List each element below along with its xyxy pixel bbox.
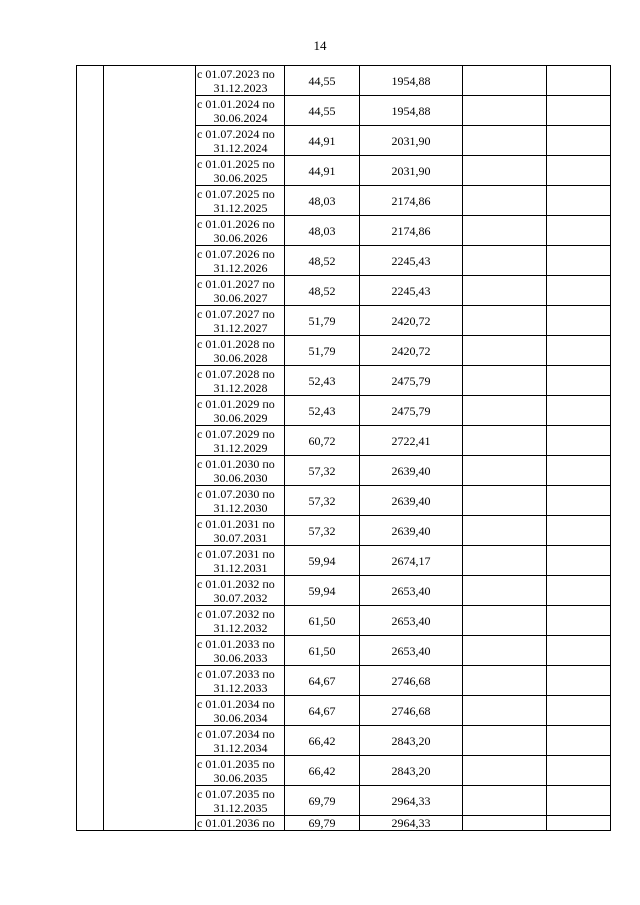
period-end: 31.12.2033: [213, 680, 268, 695]
period-start: с 01.07.2035 по: [197, 786, 275, 801]
empty-cell-a: [463, 666, 547, 696]
period-cell: [196, 186, 285, 216]
period-start: с 01.07.2029 по: [197, 426, 275, 441]
amount-cell: 2653,40: [360, 606, 463, 636]
period-start: с 01.07.2023 по: [197, 66, 275, 81]
empty-cell-a: [463, 186, 547, 216]
empty-cell-b: [547, 66, 611, 96]
empty-cell-b: [547, 396, 611, 426]
period-cell: [196, 786, 285, 816]
empty-cell-b: [547, 186, 611, 216]
rate-cell: 44,91: [285, 126, 360, 156]
period-cell: [196, 96, 285, 126]
period-cell: [196, 726, 285, 756]
empty-cell-a: [463, 546, 547, 576]
empty-cell-a: [463, 126, 547, 156]
period-start: с 01.01.2032 по: [197, 576, 275, 591]
rate-cell: 48,52: [285, 246, 360, 276]
amount-cell: 2031,90: [360, 156, 463, 186]
empty-cell-b: [547, 276, 611, 306]
empty-cell-a: [463, 216, 547, 246]
period-end: 31.12.2027: [213, 320, 268, 335]
empty-cell-b: [547, 786, 611, 816]
rate-cell: 59,94: [285, 576, 360, 606]
period-end: 30.06.2029: [213, 410, 268, 425]
period-start: с 01.01.2027 по: [197, 276, 275, 291]
period-cell: [196, 246, 285, 276]
empty-cell-b: [547, 636, 611, 666]
period-cell: [196, 756, 285, 786]
empty-cell-b: [547, 576, 611, 606]
period-start: с 01.01.2033 по: [197, 636, 275, 651]
period-end: 31.12.2030: [213, 500, 268, 515]
period-end: 30.06.2033: [213, 650, 268, 665]
period-end: 31.12.2026: [213, 260, 268, 275]
empty-cell-b: [547, 516, 611, 546]
period-cell: [196, 576, 285, 606]
period-end: 31.12.2032: [213, 620, 268, 635]
period-cell: [196, 666, 285, 696]
empty-cell-b: [547, 816, 611, 831]
rate-cell: 61,50: [285, 606, 360, 636]
period-cell: [196, 66, 285, 96]
amount-cell: 1954,88: [360, 66, 463, 96]
rate-cell: 64,67: [285, 666, 360, 696]
empty-cell-b: [547, 726, 611, 756]
rate-cell: 52,43: [285, 396, 360, 426]
period-cell: [196, 456, 285, 486]
empty-cell-a: [463, 66, 547, 96]
rate-cell: 64,67: [285, 696, 360, 726]
empty-cell-b: [547, 156, 611, 186]
period-end: 31.12.2029: [213, 440, 268, 455]
empty-cell-b: [547, 696, 611, 726]
empty-cell-a: [463, 726, 547, 756]
amount-cell: 2653,40: [360, 576, 463, 606]
rate-cell: 59,94: [285, 546, 360, 576]
amount-cell: 2843,20: [360, 726, 463, 756]
empty-cell-b: [547, 216, 611, 246]
period-cell: [196, 336, 285, 366]
period-start: с 01.01.2024 по: [197, 96, 275, 111]
period-cell: [196, 366, 285, 396]
empty-cell-b: [547, 606, 611, 636]
empty-cell-a: [463, 246, 547, 276]
amount-cell: 2674,17: [360, 546, 463, 576]
period-cell: [196, 396, 285, 426]
empty-merged-cell-1: [77, 66, 104, 831]
rate-cell: 51,79: [285, 336, 360, 366]
empty-cell-a: [463, 96, 547, 126]
empty-cell-b: [547, 126, 611, 156]
period-start: с 01.01.2030 по: [197, 456, 275, 471]
period-start: с 01.01.2025 по: [197, 156, 275, 171]
rate-cell: 69,79: [285, 786, 360, 816]
period-cell: [196, 546, 285, 576]
empty-cell-a: [463, 366, 547, 396]
period-cell: [196, 306, 285, 336]
amount-cell: 2245,43: [360, 276, 463, 306]
period-start: с 01.07.2026 по: [197, 246, 275, 261]
rate-cell: 44,55: [285, 96, 360, 126]
period-end: 30.07.2031: [213, 530, 268, 545]
rate-cell: 52,43: [285, 366, 360, 396]
amount-cell: 2031,90: [360, 126, 463, 156]
period-end: 31.12.2035: [213, 800, 268, 815]
empty-merged-cell-2: [104, 66, 196, 831]
amount-cell: 2639,40: [360, 486, 463, 516]
period-end: 31.12.2023: [213, 80, 268, 95]
amount-cell: 2722,41: [360, 426, 463, 456]
amount-cell: 2964,33: [360, 786, 463, 816]
rate-cell: 66,42: [285, 756, 360, 786]
amount-cell: 2639,40: [360, 456, 463, 486]
period-start: с 01.01.2029 по: [197, 396, 275, 411]
rate-cell: 44,91: [285, 156, 360, 186]
empty-cell-b: [547, 426, 611, 456]
empty-cell-b: [547, 366, 611, 396]
period-start: с 01.07.2031 по: [197, 546, 275, 561]
period-end: 31.12.2025: [213, 200, 268, 215]
period-start: с 01.07.2027 по: [197, 306, 275, 321]
period-cell: [196, 636, 285, 666]
period-start: с 01.01.2031 по: [197, 516, 275, 531]
amount-cell: 2746,68: [360, 666, 463, 696]
amount-cell: 2475,79: [360, 396, 463, 426]
amount-cell: 2174,86: [360, 216, 463, 246]
amount-cell: 2964,33: [360, 816, 463, 831]
page-number: 14: [313, 38, 327, 53]
empty-cell-b: [547, 546, 611, 576]
amount-cell: 2653,40: [360, 636, 463, 666]
period-cell: [196, 276, 285, 306]
period-cell: [196, 126, 285, 156]
rate-cell: 51,79: [285, 306, 360, 336]
rate-cell: 57,32: [285, 486, 360, 516]
period-start: с 01.01.2028 по: [197, 336, 275, 351]
period-start: с 01.07.2030 по: [197, 486, 275, 501]
period-start: с 01.01.2035 по: [197, 756, 275, 771]
amount-cell: 2746,68: [360, 696, 463, 726]
period-end: 30.06.2026: [213, 230, 268, 245]
empty-cell-a: [463, 426, 547, 456]
rate-cell: 57,32: [285, 516, 360, 546]
period-cell: [196, 156, 285, 186]
period-start: с 01.01.2034 по: [197, 696, 275, 711]
empty-cell-a: [463, 456, 547, 486]
table-row: [77, 66, 611, 96]
empty-cell-a: [463, 306, 547, 336]
amount-cell: 2420,72: [360, 306, 463, 336]
period-end: 30.06.2027: [213, 290, 268, 305]
period-start: с 01.01.2026 по: [197, 216, 275, 231]
rate-cell: 66,42: [285, 726, 360, 756]
period-end: 31.12.2031: [213, 560, 268, 575]
empty-cell-a: [463, 696, 547, 726]
empty-cell-b: [547, 306, 611, 336]
period-start: с 01.07.2028 по: [197, 366, 275, 381]
empty-cell-a: [463, 576, 547, 606]
period-start: с 01.07.2025 по: [197, 186, 275, 201]
empty-cell-b: [547, 246, 611, 276]
period-start: с 01.07.2032 по: [197, 606, 275, 621]
empty-cell-a: [463, 786, 547, 816]
empty-cell-a: [463, 336, 547, 366]
empty-cell-b: [547, 486, 611, 516]
rate-cell: 44,55: [285, 66, 360, 96]
amount-cell: 2420,72: [360, 336, 463, 366]
period-end: 30.06.2025: [213, 170, 268, 185]
period-end: 31.12.2024: [213, 140, 268, 155]
amount-cell: 2174,86: [360, 186, 463, 216]
period-end: 30.06.2035: [213, 770, 268, 785]
empty-cell-b: [547, 456, 611, 486]
period-end: 30.06.2028: [213, 350, 268, 365]
period-cell: [196, 216, 285, 246]
period-end: 30.06.2024: [213, 110, 268, 125]
empty-cell-a: [463, 636, 547, 666]
empty-cell-a: [463, 156, 547, 186]
tariff-table: [76, 65, 611, 831]
amount-cell: 2843,20: [360, 756, 463, 786]
period-start: с 01.07.2033 по: [197, 666, 275, 681]
amount-cell: 1954,88: [360, 96, 463, 126]
period-start: с 01.01.2036 по: [197, 816, 275, 830]
period-cell: [196, 486, 285, 516]
period-end: 30.06.2030: [213, 470, 268, 485]
rate-cell: 57,32: [285, 456, 360, 486]
period-end: 31.12.2028: [213, 380, 268, 395]
empty-cell-a: [463, 816, 547, 831]
rate-cell: 48,03: [285, 216, 360, 246]
empty-cell-a: [463, 516, 547, 546]
period-end: 31.12.2034: [213, 740, 268, 755]
rate-cell: 60,72: [285, 426, 360, 456]
rate-cell: 61,50: [285, 636, 360, 666]
empty-cell-a: [463, 276, 547, 306]
period-cell: [196, 816, 285, 831]
period-end: 30.07.2032: [213, 590, 268, 605]
empty-cell-b: [547, 756, 611, 786]
period-end: 30.06.2034: [213, 710, 268, 725]
amount-cell: 2245,43: [360, 246, 463, 276]
empty-cell-b: [547, 666, 611, 696]
rate-cell: 69,79: [285, 816, 360, 831]
amount-cell: 2639,40: [360, 516, 463, 546]
period-cell: [196, 606, 285, 636]
empty-cell-a: [463, 396, 547, 426]
rate-cell: 48,52: [285, 276, 360, 306]
period-cell: [196, 696, 285, 726]
period-start: с 01.07.2034 по: [197, 726, 275, 741]
empty-cell-b: [547, 336, 611, 366]
period-cell: [196, 516, 285, 546]
period-start: с 01.07.2024 по: [197, 126, 275, 141]
empty-cell-b: [547, 96, 611, 126]
rate-cell: 48,03: [285, 186, 360, 216]
period-cell: [196, 426, 285, 456]
empty-cell-a: [463, 486, 547, 516]
empty-cell-a: [463, 756, 547, 786]
amount-cell: 2475,79: [360, 366, 463, 396]
empty-cell-a: [463, 606, 547, 636]
